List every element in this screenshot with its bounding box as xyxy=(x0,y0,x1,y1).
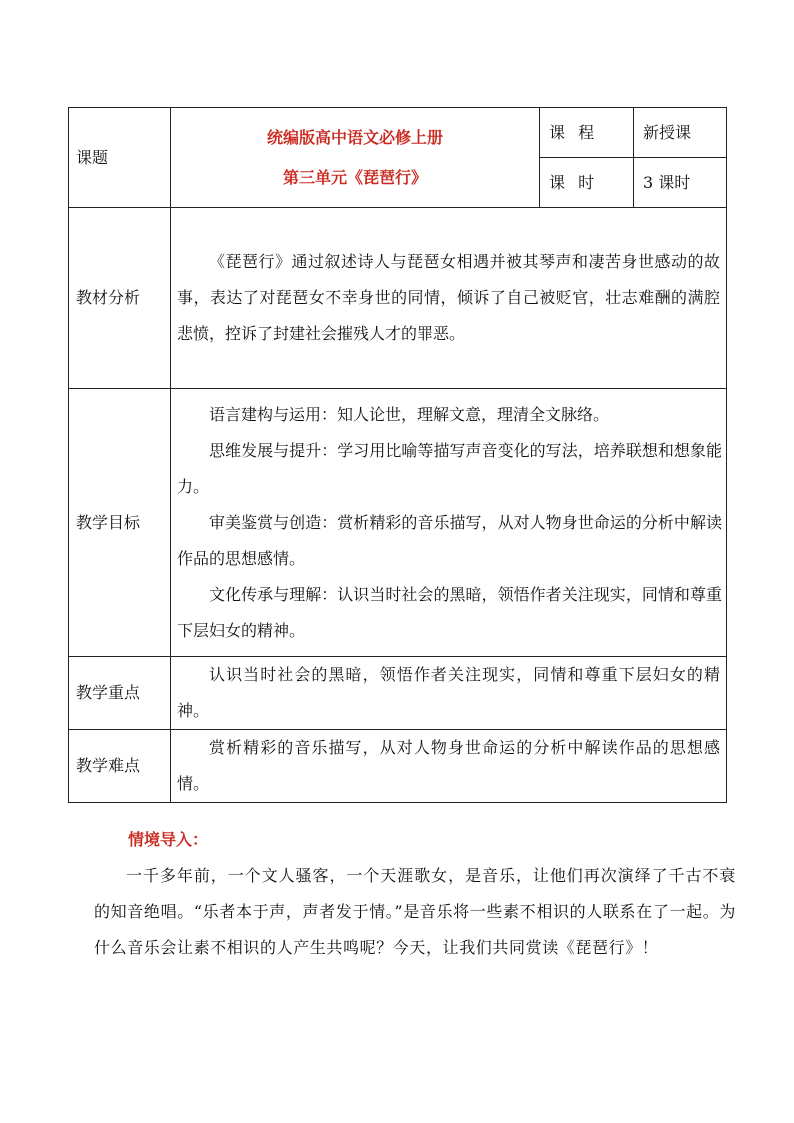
lesson-plan-table xyxy=(68,107,727,803)
difficulty-cell xyxy=(171,730,727,803)
intro-section xyxy=(96,822,736,966)
intro-body: 一千多年前，一个文人骚客，一个天涯歌女，是音乐，让他们再次演绎了千古不衰的知音绝唱。“乐者本于声，声者发于情。”是音乐将一些素不相识的人联系在了一起。为什么音乐会让素不相识的人产生共鸣呢？今天，让我们共同赏读《琵琶行》！ xyxy=(94,866,736,957)
title-line-1: 统编版高中语文必修上册 xyxy=(266,127,443,147)
objective-item: 文化传承与理解：认识当时社会的黑暗，领悟作者关注现实，同情和尊重下层妇女的精神。 xyxy=(177,584,722,640)
analysis-text: 《琵琶行》通过叙述诗人与琵琶女相遇并被其琴声和凄苦身世感动的故事，表达了对琵琶女不幸身世的同情，倾诉了自己被贬官，壮志难酬的满腔悲愤，控诉了封建社会摧残人才的罪恶。 xyxy=(177,252,720,343)
intro-heading: 情境导入： xyxy=(128,830,209,849)
objective-item: 思维发展与提升：学习用比喻等描写声音变化的写法，培养联想和想象能力。 xyxy=(177,440,722,496)
key-label: 教学重点 xyxy=(69,657,171,730)
key-cell xyxy=(171,657,727,730)
objective-item: 语言建构与运用：知人论世，理解文意，理清全文脉络。 xyxy=(209,404,610,424)
title-line-2: 第三单元《琵琶行》 xyxy=(282,167,427,187)
topic-label: 课题 xyxy=(69,108,171,208)
analysis-label: 教材分析 xyxy=(69,208,171,389)
course-label: 课 程 xyxy=(540,108,634,158)
difficulty-label: 教学难点 xyxy=(69,730,171,803)
key-text: 认识当时社会的黑暗，领悟作者关注现实，同情和尊重下层妇女的精神。 xyxy=(177,665,720,720)
analysis-cell xyxy=(171,208,727,389)
lesson-title xyxy=(171,108,540,208)
hours-label: 课 时 xyxy=(540,158,634,208)
course-value: 新授课 xyxy=(634,108,727,158)
objective-item: 审美鉴赏与创造：赏析精彩的音乐描写，从对人物身世命运的分析中解读作品的思想感情。 xyxy=(177,512,722,568)
difficulty-text: 赏析精彩的音乐描写，从对人物身世命运的分析中解读作品的思想感情。 xyxy=(177,738,720,793)
objectives-label: 教学目标 xyxy=(69,389,171,657)
hours-value: 3 课时 xyxy=(634,158,727,208)
objectives-cell xyxy=(171,389,727,657)
